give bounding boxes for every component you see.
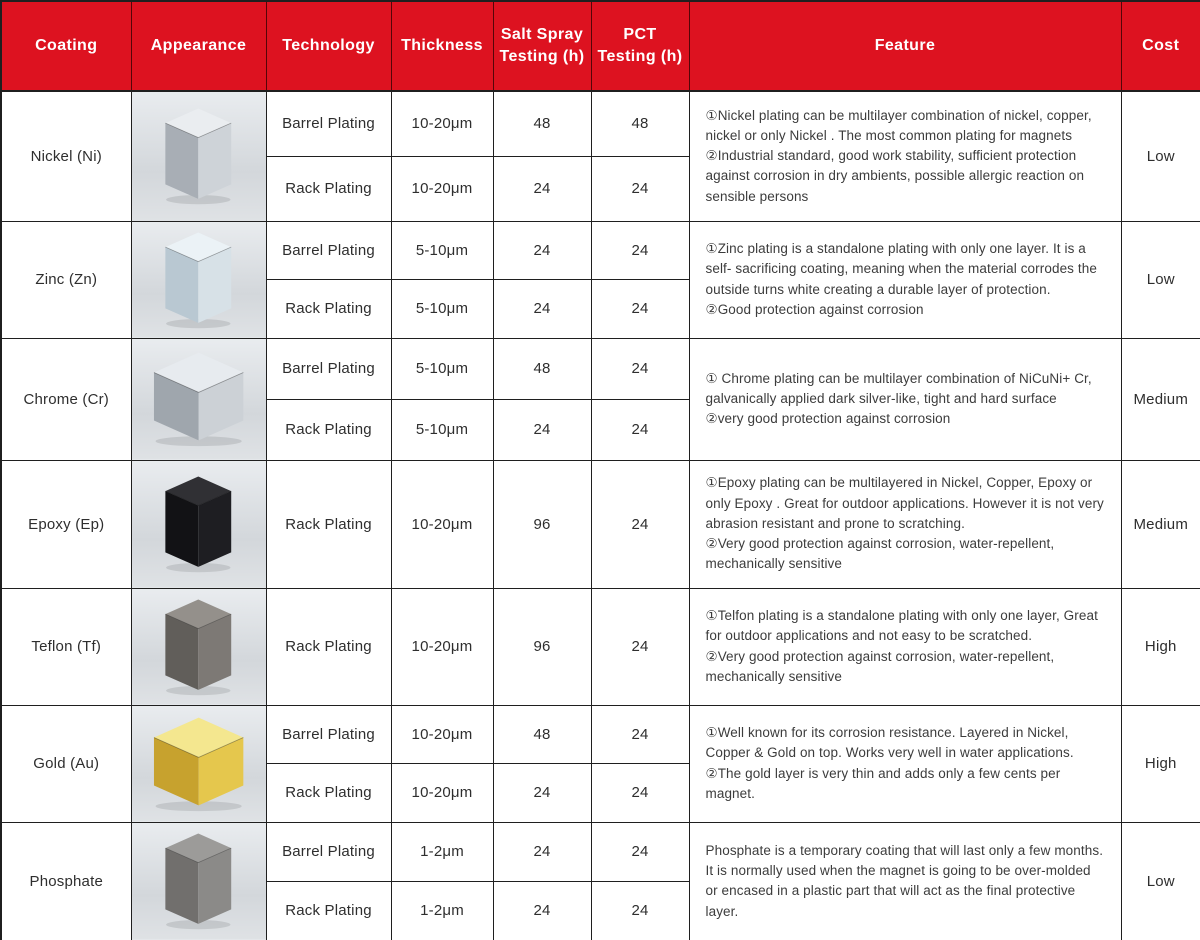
cell-appearance <box>131 822 266 940</box>
cell-salt-spray: 24 <box>493 399 591 460</box>
cell-cost: High <box>1121 588 1200 705</box>
header-cost: Cost <box>1121 1 1200 91</box>
cell-salt-spray: 24 <box>493 881 591 940</box>
cell-pct: 24 <box>591 338 689 399</box>
cell-technology: Rack Plating <box>266 399 391 460</box>
cell-thickness: 5-10μm <box>391 399 493 460</box>
cell-thickness: 10-20μm <box>391 763 493 822</box>
cell-feature <box>689 705 1121 822</box>
header-feature: Feature <box>689 1 1121 91</box>
feature-line: ①Nickel plating can be multilayer combination of nickel, copper, nickel or only Nickel . The most common plating for magnets <box>705 107 1092 143</box>
cell-salt-spray: 48 <box>493 338 591 399</box>
cell-salt-spray: 96 <box>493 460 591 588</box>
cell-thickness: 5-10μm <box>391 221 493 279</box>
cell-technology: Barrel Plating <box>266 91 391 156</box>
header-thickness: Thickness <box>391 1 493 91</box>
cell-feature <box>689 460 1121 588</box>
cell-pct: 24 <box>591 822 689 881</box>
header-coating: Coating <box>1 1 131 91</box>
cell-feature <box>689 221 1121 338</box>
cell-cost: Low <box>1121 221 1200 338</box>
table-row-teflon <box>1 588 1200 705</box>
cell-pct: 24 <box>591 705 689 763</box>
cell-pct: 24 <box>591 221 689 279</box>
header-pct: PCT Testing (h) <box>591 1 689 91</box>
table-row-chrome <box>1 338 1200 399</box>
cell-thickness: 10-20μm <box>391 705 493 763</box>
feature-line: ① Chrome plating can be multilayer combination of NiCuNi+ Cr, galvanically applied dark silver-like, tight and hard surface <box>705 370 1092 406</box>
cell-salt-spray: 48 <box>493 91 591 156</box>
cell-technology: Rack Plating <box>266 156 391 221</box>
cell-thickness: 10-20μm <box>391 588 493 705</box>
cell-feature <box>689 91 1121 221</box>
cell-salt-spray: 24 <box>493 221 591 279</box>
cell-feature <box>689 338 1121 460</box>
chrome-cube-icon <box>149 351 248 447</box>
cell-technology: Barrel Plating <box>266 221 391 279</box>
cell-coating: Chrome (Cr) <box>1 338 131 460</box>
feature-line: ②Very good protection against corrosion, water-repellent, mechanically sensitive <box>705 536 1055 572</box>
cell-cost: Low <box>1121 822 1200 940</box>
cell-pct: 24 <box>591 460 689 588</box>
cell-pct: 24 <box>591 156 689 221</box>
feature-line: ①Zinc plating is a standalone plating with only one layer. It is a self- sacrificing coating, meaning when the material corrodes the outside turns white creating a durable layer of protection. <box>705 241 1097 297</box>
gold-cube-icon <box>149 716 248 812</box>
cell-feature <box>689 822 1121 940</box>
cell-coating: Phosphate <box>1 822 131 940</box>
feature-line: ①Telfon plating is a standalone plating with only one layer, Great for outdoor applications and not easy to be scratched. <box>705 608 1098 644</box>
nickel-cube-icon <box>160 107 237 205</box>
header-salt-spray: Salt Spray Testing (h) <box>493 1 591 91</box>
cell-thickness: 10-20μm <box>391 91 493 156</box>
cell-coating: Epoxy (Ep) <box>1 460 131 588</box>
feature-line: ②Very good protection against corrosion, water-repellent, mechanically sensitive <box>705 648 1055 684</box>
teflon-cube-icon <box>160 598 237 696</box>
cell-technology: Rack Plating <box>266 460 391 588</box>
feature-line: ②The gold layer is very thin and adds only a few cents per magnet. <box>705 765 1061 801</box>
table-row-phosphate <box>1 822 1200 881</box>
cell-thickness: 10-20μm <box>391 460 493 588</box>
cell-appearance <box>131 705 266 822</box>
cell-salt-spray: 24 <box>493 156 591 221</box>
feature-line: Phosphate is a temporary coating that will last only a few months. It is normally used when the magnet is going to be over-molded or encased in a plastic part that will act as the final protective layer. <box>705 842 1104 919</box>
feature-line: ①Epoxy plating can be multilayered in Nickel, Copper, Epoxy or only Epoxy . Great for outdoor applications. However it is not very abrasion resistant and prone to scratching. <box>705 475 1104 531</box>
zinc-cube-icon <box>160 231 237 329</box>
cell-thickness: 5-10μm <box>391 338 493 399</box>
cell-technology: Rack Plating <box>266 588 391 705</box>
cell-thickness: 1-2μm <box>391 881 493 940</box>
cell-feature <box>689 588 1121 705</box>
cell-cost: Medium <box>1121 338 1200 460</box>
cell-thickness: 5-10μm <box>391 279 493 338</box>
cell-technology: Rack Plating <box>266 881 391 940</box>
cell-appearance <box>131 221 266 338</box>
cell-thickness: 10-20μm <box>391 156 493 221</box>
epoxy-cube-icon <box>160 475 237 573</box>
cell-pct: 24 <box>591 588 689 705</box>
cell-salt-spray: 24 <box>493 763 591 822</box>
cell-pct: 24 <box>591 399 689 460</box>
cell-cost: Low <box>1121 91 1200 221</box>
cell-pct: 48 <box>591 91 689 156</box>
feature-line: ②Industrial standard, good work stability, sufficient protection against corrosion in dry ambients, possible allergic reaction on sensible persons <box>705 148 1085 204</box>
feature-line: ②very good protection against corrosion <box>705 411 951 427</box>
table-row-zinc <box>1 221 1200 279</box>
cell-technology: Barrel Plating <box>266 822 391 881</box>
cell-cost: Medium <box>1121 460 1200 588</box>
cell-cost: High <box>1121 705 1200 822</box>
cell-salt-spray: 48 <box>493 705 591 763</box>
header-technology: Technology <box>266 1 391 91</box>
cell-technology: Barrel Plating <box>266 338 391 399</box>
feature-line: ②Good protection against corrosion <box>705 301 924 317</box>
cell-appearance <box>131 91 266 221</box>
table-row-nickel <box>1 91 1200 156</box>
cell-coating: Nickel (Ni) <box>1 91 131 221</box>
cell-salt-spray: 96 <box>493 588 591 705</box>
cell-salt-spray: 24 <box>493 279 591 338</box>
cell-coating: Gold (Au) <box>1 705 131 822</box>
feature-line: ①Well known for its corrosion resistance. Layered in Nickel, Copper & Gold on top. Works very well in water applications. <box>705 725 1074 761</box>
phosphate-cube-icon <box>160 832 237 930</box>
cell-salt-spray: 24 <box>493 822 591 881</box>
cell-technology: Rack Plating <box>266 279 391 338</box>
table-row-gold <box>1 705 1200 763</box>
cell-coating: Zinc (Zn) <box>1 221 131 338</box>
cell-pct: 24 <box>591 881 689 940</box>
cell-appearance <box>131 460 266 588</box>
table-row-epoxy <box>1 460 1200 588</box>
cell-pct: 24 <box>591 279 689 338</box>
cell-technology: Barrel Plating <box>266 705 391 763</box>
header-appearance: Appearance <box>131 1 266 91</box>
cell-coating: Teflon (Tf) <box>1 588 131 705</box>
cell-appearance <box>131 588 266 705</box>
cell-pct: 24 <box>591 763 689 822</box>
cell-thickness: 1-2μm <box>391 822 493 881</box>
cell-appearance <box>131 338 266 460</box>
table-header <box>1 1 1200 91</box>
cell-technology: Rack Plating <box>266 763 391 822</box>
